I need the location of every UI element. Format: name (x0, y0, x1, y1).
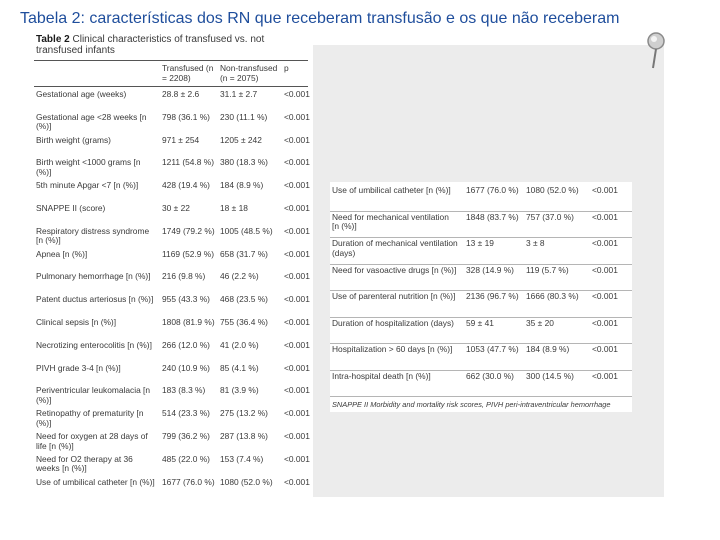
cell-p-value: <0.001 (284, 111, 310, 122)
cell-not-transfused: 1080 (52.0 %) (526, 185, 579, 195)
cell-transfused: 1848 (83.7 %) (466, 211, 519, 222)
cell-not-transfused: 755 (36.4 %) (220, 317, 268, 327)
cell-transfused: 1808 (81.9 %) (162, 317, 215, 327)
cell-p-value: <0.001 (592, 185, 618, 195)
header-rule-bottom (34, 86, 308, 87)
row-label: Need for oxygen at 28 days of life [n (%)] (36, 431, 148, 451)
cell-transfused: 971 ± 254 (162, 134, 200, 145)
cell-p-value: <0.001 (284, 271, 310, 282)
row-label: Birth weight (grams) (36, 134, 111, 145)
cell-p-value: <0.001 (284, 134, 310, 145)
row-label: Gestational age <28 weeks [n (%)] (36, 111, 147, 132)
pushpin-icon (644, 30, 668, 70)
cell-transfused: 59 ± 41 (466, 317, 494, 328)
cell-not-transfused: 81 (3.9 %) (220, 385, 259, 396)
cell-not-transfused: 1005 (48.5 %) (220, 225, 273, 236)
cell-transfused: 798 (36.1 %) (162, 111, 210, 122)
cell-p-value: <0.001 (284, 203, 310, 213)
cell-transfused: 662 (30.0 %) (466, 370, 514, 381)
cell-not-transfused: 184 (8.9 %) (526, 344, 570, 354)
cell-transfused: 1749 (79.2 %) (162, 225, 215, 236)
row-label: Hospitalization > 60 days [n (%)] (332, 344, 453, 354)
row-label: Use of parenteral nutrition [n (%)] (332, 291, 456, 301)
row-label: Duration of hospitalization (days) (332, 317, 454, 328)
cell-not-transfused: 380 (18.3 %) (220, 157, 268, 168)
row-label: Pulmonary hemorrhage [n (%)] (36, 271, 151, 282)
row-label: Use of umbilical catheter [n (%)] (332, 185, 451, 195)
row-label: Periventricular leukomalacia [n (%)] (36, 385, 151, 405)
cell-transfused: 1211 (54.8 %) (162, 157, 214, 168)
cell-p-value: <0.001 (284, 157, 310, 168)
table-row (330, 317, 632, 345)
cell-not-transfused: 658 (31.7 %) (220, 248, 268, 259)
column-header-not-transfused: Non-transfused (n = 2075) (220, 63, 278, 83)
cell-p-value: <0.001 (284, 476, 310, 487)
row-label: Intra-hospital death [n (%)] (332, 370, 431, 381)
row-label: Need for vasoactive drugs [n (%)] (332, 264, 457, 275)
column-header-transfused: Transfused (n = 2208) (162, 63, 214, 83)
row-label: Need for mechanical ventilation [n (%)] (332, 211, 449, 232)
cell-transfused: 514 (23.3 %) (162, 408, 210, 419)
cell-transfused: 955 (43.3 %) (162, 294, 210, 305)
table-left (30, 30, 313, 502)
row-label: Patent ductus arteriosus [n (%)] (36, 294, 154, 305)
cell-not-transfused: 41 (2.0 %) (220, 339, 259, 350)
cell-transfused: 183 (8.3 %) (162, 385, 206, 396)
table-row (330, 211, 632, 239)
slide-title: Tabela 2: características dos RN que receberam transfusão e os que não receberam (20, 10, 620, 27)
cell-p-value: <0.001 (592, 211, 618, 222)
cell-transfused: 1053 (47.7 %) (466, 344, 519, 354)
cell-p-value: <0.001 (284, 294, 310, 305)
row-label: Need for O2 therapy at 36 weeks [n (%)] (36, 453, 133, 474)
caption-label: Table 2 (36, 34, 70, 45)
cell-transfused: 240 (10.9 %) (162, 362, 210, 373)
cell-p-value: <0.001 (284, 339, 310, 350)
row-label: Gestational age (weeks) (36, 89, 127, 99)
cell-not-transfused: 275 (13.2 %) (220, 408, 268, 419)
cell-p-value: <0.001 (592, 264, 618, 275)
cell-transfused: 30 ± 22 (162, 203, 190, 213)
cell-not-transfused: 153 (7.4 %) (220, 453, 264, 464)
cell-not-transfused: 1666 (80.3 %) (526, 291, 579, 301)
table-row (330, 237, 632, 265)
cell-transfused: 13 ± 19 (466, 238, 494, 248)
table-row (330, 370, 632, 398)
cell-not-transfused: 1205 ± 242 (220, 134, 262, 145)
cell-not-transfused: 35 ± 20 (526, 317, 554, 328)
cell-p-value: <0.001 (284, 385, 310, 396)
cell-p-value: <0.001 (284, 431, 310, 441)
row-label: Apnea [n (%)] (36, 248, 88, 259)
row-label: Clinical sepsis [n (%)] (36, 317, 117, 327)
row-label: PIVH grade 3-4 [n (%)] (36, 362, 121, 373)
table-right (330, 182, 632, 412)
cell-not-transfused: 468 (23.5 %) (220, 294, 268, 305)
cell-not-transfused: 119 (5.7 %) (526, 264, 569, 275)
cell-p-value: <0.001 (284, 180, 310, 191)
cell-not-transfused: 230 (11.1 %) (220, 111, 268, 122)
cell-p-value: <0.001 (284, 225, 310, 236)
cell-not-transfused: 18 ± 18 (220, 203, 248, 213)
cell-transfused: 28.8 ± 2.6 (162, 89, 200, 99)
cell-p-value: <0.001 (592, 317, 618, 328)
row-label: Birth weight <1000 grams [n (%)] (36, 157, 141, 177)
cell-not-transfused: 300 (14.5 %) (526, 370, 574, 381)
cell-not-transfused: 31.1 ± 2.7 (220, 89, 258, 99)
cell-p-value: <0.001 (284, 362, 310, 373)
cell-p-value: <0.001 (284, 408, 310, 419)
cell-not-transfused: 85 (4.1 %) (220, 362, 259, 373)
cell-transfused: 2136 (96.7 %) (466, 291, 519, 301)
cell-transfused: 1677 (76.0 %) (466, 185, 519, 195)
cell-p-value: <0.001 (592, 291, 618, 301)
row-label: Use of umbilical catheter [n (%)] (36, 476, 155, 487)
cell-not-transfused: 46 (2.2 %) (220, 271, 259, 282)
table-row (330, 290, 632, 318)
row-label: SNAPPE II (score) (36, 203, 106, 213)
table-row (330, 264, 632, 292)
cell-transfused: 328 (14.9 %) (466, 264, 514, 275)
cell-p-value: <0.001 (284, 317, 310, 327)
cell-not-transfused: 1080 (52.0 %) (220, 476, 273, 487)
cell-p-value: <0.001 (284, 89, 310, 99)
cell-transfused: 266 (12.0 %) (162, 339, 210, 350)
row-label: Duration of mechanical ventilation (days) (332, 238, 458, 258)
cell-not-transfused: 3 ± 8 (526, 238, 545, 248)
row-label: Necrotizing enterocolitis [n (%)] (36, 339, 152, 350)
column-header-p: p (284, 63, 289, 73)
cell-p-value: <0.001 (284, 248, 310, 259)
cell-transfused: 1169 (52.9 %) (162, 248, 214, 259)
cell-p-value: <0.001 (592, 238, 618, 248)
cell-p-value: <0.001 (284, 453, 310, 464)
cell-not-transfused: 287 (13.8 %) (220, 431, 268, 441)
cell-transfused: 799 (36.2 %) (162, 431, 210, 441)
table-row (330, 184, 632, 212)
header-rule-top (34, 60, 308, 61)
cell-not-transfused: 184 (8.9 %) (220, 180, 264, 191)
cell-transfused: 216 (9.8 %) (162, 271, 206, 282)
cell-transfused: 428 (19.4 %) (162, 180, 210, 191)
table-row (330, 343, 632, 371)
row-label: 5th minute Apgar <7 [n (%)] (36, 180, 139, 191)
cell-transfused: 485 (22.0 %) (162, 453, 210, 464)
table-caption (36, 34, 306, 56)
cell-transfused: 1677 (76.0 %) (162, 476, 215, 487)
caption-text: Clinical characteristics of transfused vs. not transfused infants (36, 34, 265, 56)
cell-not-transfused: 757 (37.0 %) (526, 211, 574, 222)
cell-p-value: <0.001 (592, 370, 618, 381)
table-footnote: SNAPPE II Morbidity and mortality risk scores, PIVH peri-intraventricular hemorrhage (332, 400, 611, 409)
cell-p-value: <0.001 (592, 344, 618, 354)
row-label: Retinopathy of prematurity [n (%)] (36, 408, 144, 428)
row-label: Respiratory distress syndrome [n (%)] (36, 225, 150, 246)
